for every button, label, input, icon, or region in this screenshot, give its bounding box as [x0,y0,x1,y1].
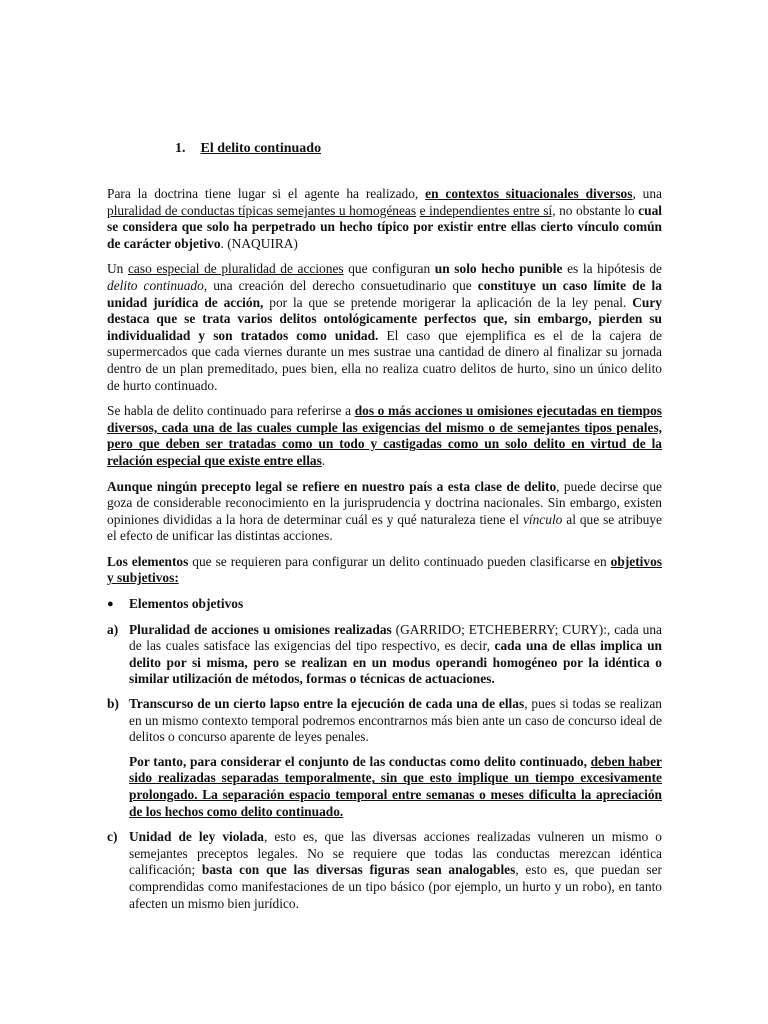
paragraph-definition [107,186,662,252]
text-run-bold: Pluralidad de acciones u omisiones realizadas [129,621,392,637]
text-run-underlined: pluralidad de conductas típicas semejantes u homogéneas [107,202,417,218]
text-run: , puede decirse que goza de considerable reconocimiento en la jurisprudencia y doctrina nacionales. Sin embargo, existen opiniones divididas a la hora de determinar cuál es y qué naturaleza tiene el [107,478,662,527]
text-run-italic: delito continuado [107,277,204,293]
text-run: , esto es, que puedan ser comprendidas como manifestaciones de un tipo básico (por ejemplo, un hurto y un robo), en tanto afecten un mismo bien jurídico. [129,862,662,911]
text-run-bold: cada una de ellas implica un delito por si misma, pero se realizan en un modus operandi homogéneo por la idéntica o similar utilización de métodos, formas o técnicas de actuaciones. [129,638,662,687]
section-title: El delito continuado [200,141,322,156]
text-run-italic: vínculo [522,511,563,527]
text-run: , esto es, que las diversas acciones realizadas vulneren un mismo o semejantes preceptos legales. No se requiere que todas las conductas merezcan idéntica calificación; [129,829,663,878]
list-item-label: b) [107,696,119,712]
text-run-bold: Los elementos [107,553,189,569]
list-item-text [129,622,662,688]
list-item-label: a) [107,621,119,637]
paragraph-concept [107,403,662,469]
bullet-objective-elements [107,596,662,613]
text-run-bold: Cury destaca que se trata varios delitos ontológicamente perfectos que, sin embargo, pierden su individualidad y son tratados como unidad. [107,294,662,343]
list-item-text [129,696,662,746]
paragraph-temporal-separation [129,754,662,820]
list-item-c [107,829,662,912]
paragraph-elements [107,554,662,587]
section-heading [175,141,321,157]
text-run: que se requieren para configurar un delito continuado pueden clasificarse en [188,553,611,569]
text-run-emphasis: en contextos situacionales diversos [425,186,633,201]
text-run: , una creación del derecho consuetudinario que [203,277,478,293]
text-run: . (NAQUIRA) [220,235,298,251]
bullet-dot-icon: ● [107,598,114,611]
text-run: Se habla de delito continuado para referirse a [107,403,355,419]
text-run: , pues si todas se realizan en un mismo contexto temporal podremos encontrarnos más bien ante un caso de concurso ideal de delitos o concurso aparente de leyes penales. [129,696,662,745]
text-run-emphasis: objetivos y subjetivos: [107,553,662,586]
text-run: Un [107,261,128,277]
paragraph-special-case [107,261,662,394]
text-run-bold: Aunque ningún precepto legal se refiere en nuestro país a esta clase de delito [107,478,557,494]
list-item-label: c) [107,829,118,845]
text-run: Para la doctrina tiene lugar si el agente ha realizado, [107,186,426,201]
list-item-text [129,829,662,912]
list-item-a [107,622,662,688]
text-run: es la hipótesis de [562,261,662,277]
text-run-bold: Transcurso de un cierto lapso entre la ejecución de cada una de ellas [129,696,525,712]
text-run: (GARRIDO; ETCHEBERRY; CURY):, cada una de las cuales satisface las exigencias del tipo respectivo, es decir, [129,621,663,654]
text-run: El caso que ejemplifica es el de la cajera de supermercados que cada viernes durante un mes sustrae una cantidad de dinero al finalizar su jornada dentro de un plan premeditado, pues bien, ella no realiza cuatro delitos de hurto, sino un único delito de hurto continuado. [107,327,662,393]
text-run: . [321,452,326,468]
text-run-bold: un solo hecho punible [434,261,563,277]
text-run: que configuran [343,261,435,277]
text-run-bold: Unidad de ley violada [129,829,264,845]
text-run-bold: constituye un caso límite de la unidad jurídica de acción, [107,277,662,310]
text-run: , una [632,186,663,201]
text-run: al que se atribuye el efecto de unificar las distintas acciones. [107,511,662,544]
text-run: no obstante lo [555,202,639,218]
document-body [107,186,662,920]
text-run-emphasis: deben haber sido realizadas separadas temporalmente, sin que esto implique un tiempo excesivamente prolongado. La separación espacio temporal entre semanas o meses dificulta la apreciación de los hechos como delito continuado. [129,753,662,819]
text-run-emphasis: dos o más acciones u omisiones ejecutadas en tiempos diversos, cada una de las cuales cumple las exigencias del mismo o de semejantes tipos penales, pero que deben ser tratadas como un todo y castigadas como un solo delito en virtud de la relación especial que existe entre ellas [107,403,662,468]
paragraph-legal-recognition [107,479,662,545]
text-run-underlined: caso especial de pluralidad de acciones [127,261,344,277]
section-number: 1. [175,141,186,156]
text-run-underlined: e independientes entre sí, [419,202,556,218]
list-item-b [107,696,662,746]
text-run-bold: Por tanto, para considerar el conjunto de las conductas como delito continuado, [129,753,591,769]
text-run-bold: basta con que las diversas figuras sean analogables [201,862,516,878]
text-run: por la que se pretende morigerar la aplicación de la ley penal. [263,294,633,310]
bullet-text: Elementos objetivos [129,596,244,612]
text-run-bold: cual se considera que solo ha perpetrado un hecho típico por existir entre ellas cierto vínculo común de carácter objetivo [107,202,662,251]
